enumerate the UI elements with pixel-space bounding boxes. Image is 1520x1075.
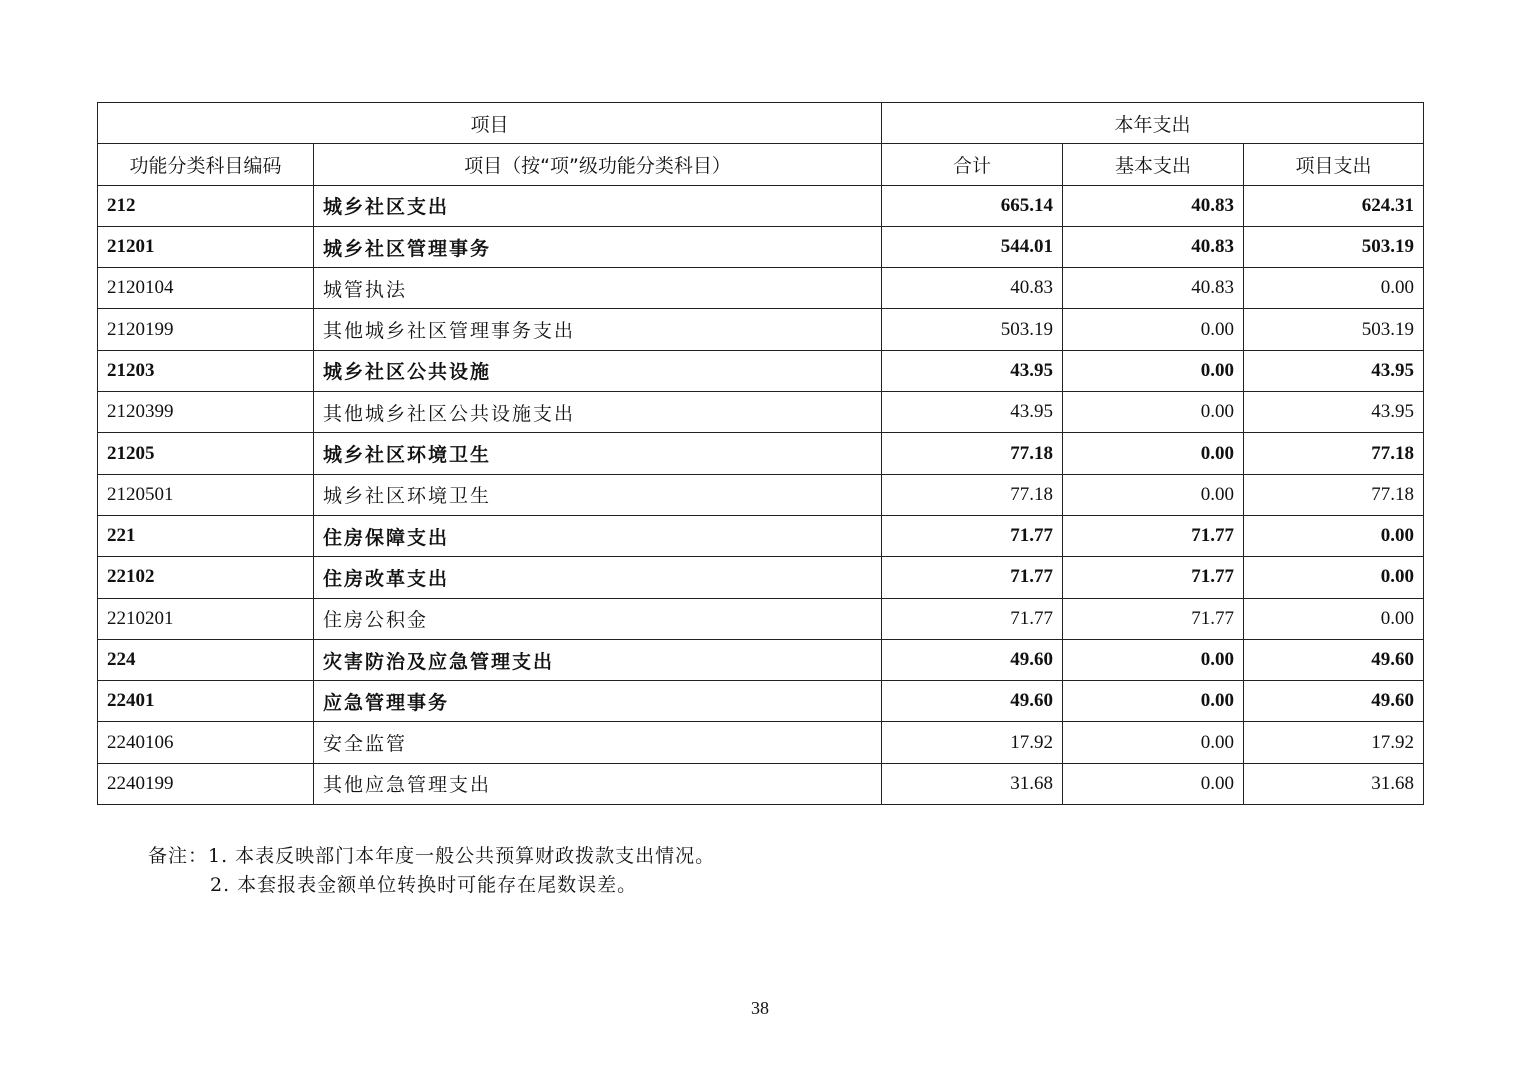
table-row: [98, 639, 1424, 680]
note-line-1: 备注：1. 本表反映部门本年度一般公共预算财政拨款支出情况。: [148, 845, 716, 867]
cell-name: 应急管理事务: [314, 681, 882, 722]
header-current-year-expense: 本年支出: [882, 103, 1424, 144]
table-row: [98, 185, 1424, 226]
table-row: [98, 515, 1424, 556]
cell-basic: 40.83: [1063, 226, 1244, 267]
cell-total: 49.60: [882, 681, 1063, 722]
table-row: [98, 309, 1424, 350]
cell-basic: 40.83: [1063, 185, 1244, 226]
cell-project: 77.18: [1244, 433, 1424, 474]
header-project: 项目: [98, 103, 882, 144]
cell-total: 71.77: [882, 515, 1063, 556]
header-row-1: [98, 103, 1424, 144]
table-row: [98, 681, 1424, 722]
header-project-expense: 项目支出: [1244, 144, 1424, 185]
cell-basic: 0.00: [1063, 474, 1244, 515]
cell-name: 灾害防治及应急管理支出: [314, 639, 882, 680]
cell-basic: 0.00: [1063, 639, 1244, 680]
cell-total: 503.19: [882, 309, 1063, 350]
cell-code: 2120104: [98, 268, 314, 309]
table-row: [98, 433, 1424, 474]
cell-name: 城乡社区管理事务: [314, 226, 882, 267]
cell-total: 40.83: [882, 268, 1063, 309]
cell-basic: 0.00: [1063, 392, 1244, 433]
cell-basic: 0.00: [1063, 763, 1244, 804]
table-row: [98, 763, 1424, 804]
cell-name: 其他城乡社区公共设施支出: [314, 392, 882, 433]
cell-code: 21205: [98, 433, 314, 474]
cell-basic: 71.77: [1063, 515, 1244, 556]
cell-total: 49.60: [882, 639, 1063, 680]
cell-total: 43.95: [882, 350, 1063, 391]
table-row: [98, 268, 1424, 309]
cell-project: 0.00: [1244, 598, 1424, 639]
cell-name: 城乡社区环境卫生: [314, 474, 882, 515]
cell-code: 22401: [98, 681, 314, 722]
cell-code: 21203: [98, 350, 314, 391]
header-code: 功能分类科目编码: [98, 144, 314, 185]
page-number: 38: [751, 998, 769, 1018]
cell-name: 其他城乡社区管理事务支出: [314, 309, 882, 350]
cell-total: 544.01: [882, 226, 1063, 267]
cell-name: 城管执法: [314, 268, 882, 309]
cell-code: 2120399: [98, 392, 314, 433]
note-line-2: 2. 本套报表金额单位转换时可能存在尾数误差。: [210, 874, 638, 896]
cell-project: 17.92: [1244, 722, 1424, 763]
header-basic: 基本支出: [1063, 144, 1244, 185]
cell-basic: 71.77: [1063, 598, 1244, 639]
cell-total: 665.14: [882, 185, 1063, 226]
table-row: [98, 392, 1424, 433]
cell-code: 2120199: [98, 309, 314, 350]
cell-basic: 0.00: [1063, 681, 1244, 722]
cell-code: 2120501: [98, 474, 314, 515]
cell-project: 0.00: [1244, 515, 1424, 556]
cell-basic: 71.77: [1063, 557, 1244, 598]
cell-total: 43.95: [882, 392, 1063, 433]
cell-total: 17.92: [882, 722, 1063, 763]
header-total: 合计: [882, 144, 1063, 185]
cell-project: 0.00: [1244, 268, 1424, 309]
header-row-2: [98, 144, 1424, 185]
cell-total: 77.18: [882, 474, 1063, 515]
cell-project: 43.95: [1244, 392, 1424, 433]
budget-table: [97, 102, 1424, 805]
table-row: [98, 474, 1424, 515]
cell-project: 49.60: [1244, 639, 1424, 680]
cell-name: 住房改革支出: [314, 557, 882, 598]
table-body: [98, 185, 1424, 804]
cell-basic: 0.00: [1063, 309, 1244, 350]
cell-code: 2240106: [98, 722, 314, 763]
cell-code: 22102: [98, 557, 314, 598]
cell-code: 212: [98, 185, 314, 226]
table-row: [98, 598, 1424, 639]
table-row: [98, 557, 1424, 598]
cell-code: 21201: [98, 226, 314, 267]
cell-basic: 40.83: [1063, 268, 1244, 309]
cell-code: 224: [98, 639, 314, 680]
cell-name: 住房保障支出: [314, 515, 882, 556]
cell-project: 624.31: [1244, 185, 1424, 226]
notes: [148, 842, 715, 900]
cell-project: 43.95: [1244, 350, 1424, 391]
cell-project: 503.19: [1244, 226, 1424, 267]
cell-name: 住房公积金: [314, 598, 882, 639]
cell-project: 31.68: [1244, 763, 1424, 804]
cell-total: 71.77: [882, 598, 1063, 639]
header-name: 项目（按“项”级功能分类科目）: [314, 144, 882, 185]
cell-code: 2240199: [98, 763, 314, 804]
cell-basic: 0.00: [1063, 350, 1244, 391]
cell-total: 71.77: [882, 557, 1063, 598]
cell-total: 31.68: [882, 763, 1063, 804]
cell-name: 城乡社区支出: [314, 185, 882, 226]
cell-code: 2210201: [98, 598, 314, 639]
cell-name: 城乡社区环境卫生: [314, 433, 882, 474]
cell-name: 城乡社区公共设施: [314, 350, 882, 391]
cell-project: 77.18: [1244, 474, 1424, 515]
cell-name: 其他应急管理支出: [314, 763, 882, 804]
cell-basic: 0.00: [1063, 722, 1244, 763]
cell-project: 0.00: [1244, 557, 1424, 598]
cell-project: 503.19: [1244, 309, 1424, 350]
cell-name: 安全监管: [314, 722, 882, 763]
cell-basic: 0.00: [1063, 433, 1244, 474]
table-row: [98, 350, 1424, 391]
cell-project: 49.60: [1244, 681, 1424, 722]
table-row: [98, 722, 1424, 763]
cell-total: 77.18: [882, 433, 1063, 474]
cell-code: 221: [98, 515, 314, 556]
table-row: [98, 226, 1424, 267]
